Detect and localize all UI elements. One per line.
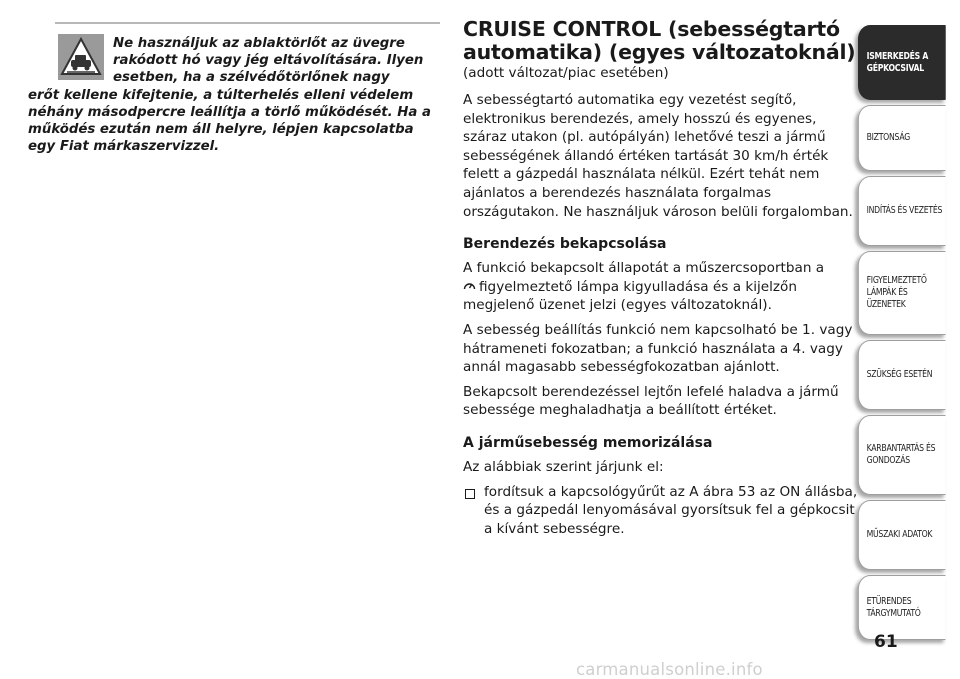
page-number: 61 — [874, 632, 898, 652]
page-title — [463, 18, 858, 64]
tab-label: FIGYELMEZTETŐ LÁMPÁK ÉS ÜZENETEK — [866, 275, 927, 310]
section-heading-memorize: A járműsebesség memorizálása — [463, 434, 713, 451]
tab-szukseg[interactable] — [858, 340, 946, 410]
tab-inditas[interactable] — [858, 176, 946, 246]
tab-label: KARBANTARTÁS ÉS GONDOZÁS — [866, 443, 936, 466]
tab-label: MŰSZAKI ADATOK — [866, 529, 933, 540]
tab-label: BIZTONSÁG — [866, 132, 910, 143]
watermark: carmanualsonline.info — [576, 660, 763, 679]
page-title-line2: automatika) (egyes változatoknál) — [463, 40, 856, 64]
activation-paragraph-3: Bekapcsolt berendezéssel lejtőn lefelé haladva a jármű sebessége meghaladhatja a beállított értéket. — [463, 383, 839, 419]
tab-label: INDÍTÁS ÉS VEZETÉS — [866, 205, 943, 216]
warning-box — [28, 22, 440, 155]
warning-text — [28, 24, 440, 155]
tab-ismerkedes[interactable] — [858, 25, 946, 100]
warning-text-first: Ne használjuk az ablaktörlőt az üvegre rakódott hó vagy jég eltávolítására. Ilyen esetben, ha a szélvédőtörlőnek nagy — [113, 36, 424, 86]
tab-biztonsag[interactable] — [858, 105, 946, 171]
tab-muszaki[interactable] — [858, 500, 946, 570]
tab-figyelmezteto[interactable] — [858, 251, 946, 335]
activation-paragraph-2: A sebesség beállítás funkció nem kapcsolható be 1. vagy hátrameneti fokozatban; a funkció használata a 4. vagy annál magasabb sebességfokozatban ajánlott. — [463, 321, 853, 376]
tab-karbantartas[interactable] — [858, 415, 946, 495]
cruise-control-lamp-icon — [463, 278, 476, 297]
intro-paragraph: A sebességtartó automatika egy vezetést segítő, elektronikus berendezés, amely hosszú és egyenes, száraz utakon (pl. autópályán) lehetővé teszi a jármű sebességének állandó értéken tartását 30 km/h érték felett a gázpedál használata nélkül. Ezért tehát nem ajánlatos a berendezés használata forgalmas országutakon. Ne használjuk városon belüli forgalomban. — [463, 92, 853, 220]
memorize-paragraph: Az alábbiak szerint járjunk el: — [463, 458, 664, 475]
tab-label: ISMERKEDÉS A GÉPKOCSIVAL — [866, 50, 929, 74]
checkbox-bullet-icon — [465, 489, 475, 499]
page-subtitle: (adott változat/piac esetében) — [463, 65, 669, 81]
main-content — [463, 18, 858, 538]
tab-label: SZÜKSÉG ESETÉN — [866, 369, 933, 380]
tab-targymutato[interactable] — [858, 575, 946, 640]
page-title-line1: CRUISE CONTROL (sebességtartó — [463, 17, 840, 41]
snow-car-warning-icon — [58, 34, 104, 80]
warning-text-rest: erőt kellene kifejtenie, a túlterhelés elleni védelem néhány másodpercre leállítja a törlő működését. Ha a működés ezután nem áll helyre, lépjen kapcsolatba egy Fiat márkaszervizzel. — [28, 87, 432, 155]
activation-text-a: A funkció bekapcsolt állapotát a műszercsoportban a — [463, 260, 825, 277]
activation-paragraph-1 — [463, 259, 858, 315]
activation-text-b: figyelmeztető lámpa kigyulladása és a kijelzőn megjelenő üzenet jelzi (egyes változatoknál). — [463, 278, 797, 314]
tab-label: ETÜRENDES TÁRGYMUTATÓ — [866, 595, 921, 619]
section-heading-activation: Berendezés bekapcsolása — [463, 236, 667, 253]
list-item-text: fordítsuk a kapcsológyűrűt az A ábra 53 az ON állásba, és a gázpedál lenyomásával gyorsítsuk fel a gépkocsit a kívánt sebességre. — [484, 483, 858, 537]
list-item — [463, 483, 858, 539]
